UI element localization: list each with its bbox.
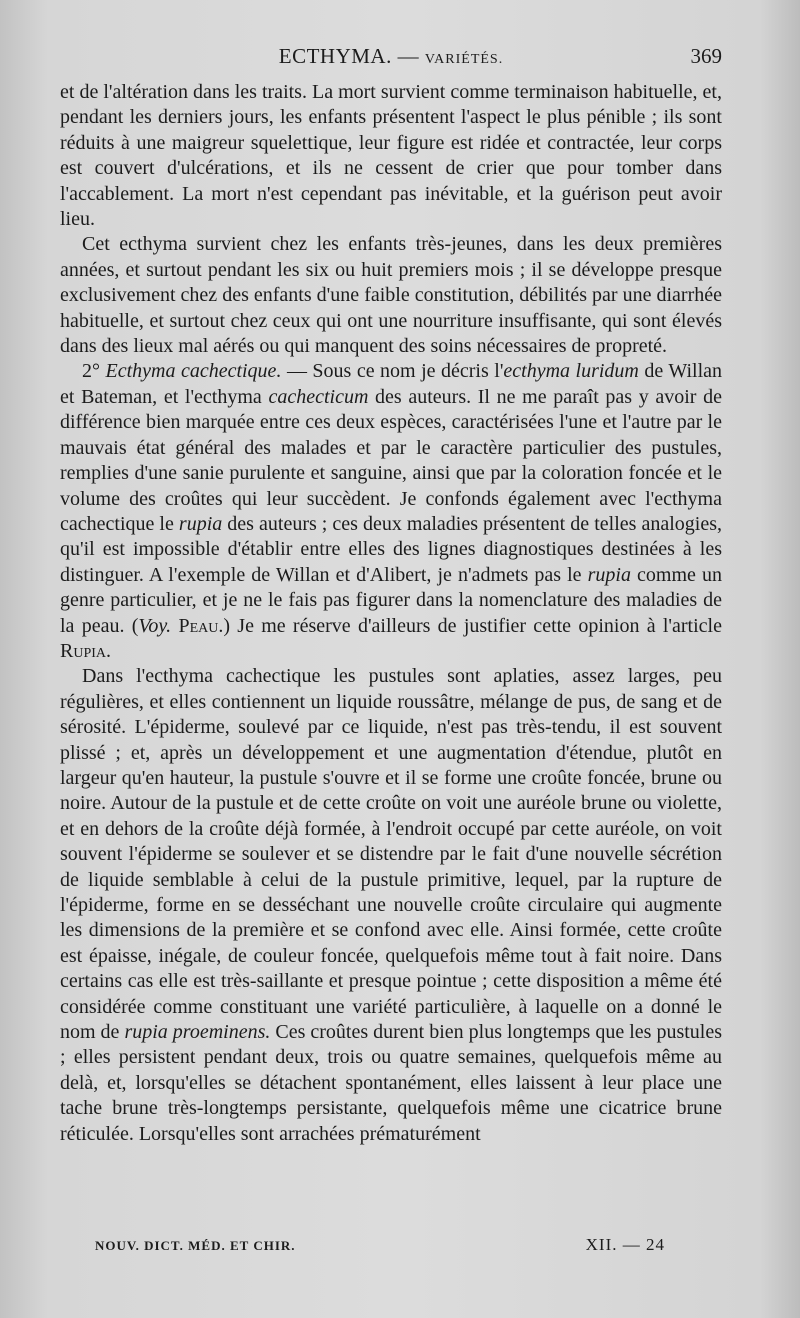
footer-volume-sheet: XII. — 24 [585, 1235, 665, 1254]
small-caps-reference: Rupia [60, 639, 107, 662]
running-title [60, 44, 722, 69]
text-run: . [106, 639, 112, 662]
page-number: 369 [690, 44, 722, 68]
text-run: comme un genre particulier, et je ne le fais pas figurer dans la nomenclature des maladies de la peau. ( [60, 563, 722, 637]
italic-heading: Ecthyma cachectique. [105, 360, 282, 383]
text-run: Ces croûtes durent bien plus longtemps que les pustules ; elles persistent pendant deux, trois ou quatre semaines, quelquefois même au delà, et, lorsqu'elles se détachent spontanément, elles laissent à leur place une tache brune très-longtemps persistante, quelquefois même une cicatrice brune réticulée. Lorsqu'elles sont arrachées prématurément [60, 1021, 723, 1145]
text-run: des auteurs. Il ne me paraît pas y avoir de différence bien marquée entre ces deux espèces, caractérisées l'une et l'autre par le mauvais état général des malades et par le caractère particulier des pustules, remplies d'une sanie purulente et sanguine, ainsi que par la coloration foncée et le volume des croûtes qui leur succèdent. Je confonds également avec l'ecthyma cachectique le [60, 385, 722, 535]
paragraph-4 [60, 664, 722, 1147]
text-run: — Sous ce nom je décris l' [281, 360, 504, 383]
italic-term: rupia [587, 563, 631, 586]
paragraph-3 [60, 359, 722, 664]
paragraph-2: Cet ecthyma survient chez les enfants très-jeunes, dans les deux premières années, et surtout pendant les six ou huit premiers mois ; il se développe presque exclusivement chez des enfants d'une faible constitution, débilités par une diarrhée habituelle, et surtout chez ceux qui ont une nourriture insuffisante, qui sont élevés dans des lieux mal aérés ou qui manquent des soins nécessaires de propreté. [60, 233, 722, 358]
text-run: ) Je me réserve d'ailleurs de justifier cette opinion à l'article [223, 614, 722, 637]
footer-signature: NOUV. DICT. MÉD. ET CHIR. [95, 1238, 296, 1253]
body-text [60, 80, 722, 1147]
text-run: des auteurs ; ces deux maladies présentent de telles analogies, qu'il est impossible d'établir entre elles des lignes diagnostiques destinées à les distinguer. A l'exemple de Willan et d'Alibert, je n'admets pas le [60, 512, 722, 586]
paragraph-1: et de l'altération dans les traits. La mort survient comme terminaison habituelle, et, pendant les derniers jours, les enfants présentent l'aspect le plus pénible ; ils sont réduits à une maigreur squelettique, leur figure est ridée et contractée, leur corps est couvert d'ulcérations, et ils ne cessent de crier que pour tomber dans l'accablement. La mort n'est cependant pas inévitable, et la guérison peut avoir lieu. [60, 81, 722, 231]
italic-term: ecthyma luridum [503, 360, 639, 383]
italic-term: cachecticum [268, 385, 369, 408]
text-run: Dans l'ecthyma cachectique les pustules sont aplaties, assez larges, peu régulières, et elles contiennent un liquide roussâtre, mélange de pus, de sang et de sérosité. L'épiderme, soulevé par ce liquide, n'est pas très-tendu, il est souvent plissé ; et, après un développement et une augmentation d'étendue, plutôt en largeur qu'en hauteur, la pustule s'ouvre et il se forme une croûte foncée, brune ou noire. Autour de la pustule et de cette croûte on voit une auréole brune ou violette, et en dehors de la croûte déjà formée, à l'endroit occupé par cette auréole, on voit souvent l'épiderme se soulever et se distendre par le fait d'une nouvelle sécrétion de liquide semblable à celui de la pustule primitive, lequel, par la rupture de l'épiderme, forme en se desséchant une nouvelle croûte circulaire qui augmente les dimensions de la première et se confond avec elle. Ainsi formée, cette croûte est épaisse, inégale, de couleur foncée, quelquefois même tout à fait noire. Dans certains cas elle est très-saillante et presque pointue ; cette disposition a même été considérée comme constituant une variété particulière, à laquelle on a donné le nom de [60, 665, 722, 1044]
running-title-main: ECTHYMA. — [278, 44, 420, 68]
italic-term: rupia [178, 512, 223, 535]
italic-term: Voy. [138, 614, 172, 637]
italic-term: rupia proeminens. [124, 1021, 271, 1044]
text-run: 2° [82, 360, 106, 383]
small-caps-reference: Peau. [171, 614, 224, 637]
page-footer [95, 1235, 665, 1260]
running-header [60, 44, 722, 74]
running-title-subtitle: VARIÉTÉS. [424, 52, 504, 67]
text-run: de Willan et Bateman, et l'ecthyma [60, 360, 723, 408]
